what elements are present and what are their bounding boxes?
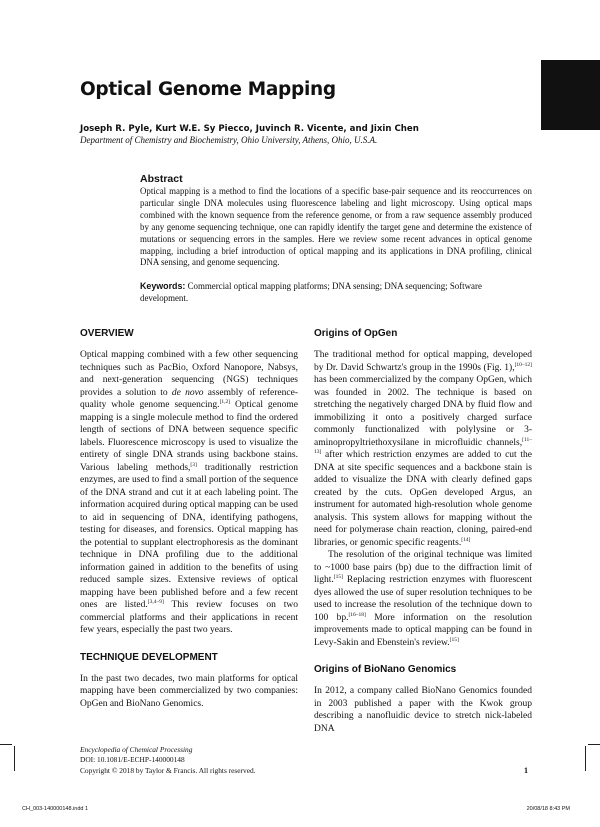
- opgen-heading: Origins of OpGen: [314, 328, 398, 340]
- journal-name: Encyclopedia of Chemical Processing: [80, 745, 193, 755]
- overview-body: [80, 349, 298, 637]
- opgen-body: [314, 349, 532, 649]
- text: Optical mapping combined with a few other sequencing techniques such as PacBio, Oxford Nanopore, Nabsys, and next-generation sequencing (NGS) techniques provides a solution to: [80, 350, 298, 398]
- crop-mark: [585, 746, 586, 771]
- citation: [3,4–9]: [147, 599, 164, 605]
- article-title: Optical Genome Mapping: [80, 79, 336, 100]
- slug-file: CH_003-140000148.indd 1: [22, 806, 89, 813]
- text: Optical genome mapping is a single molecule method to find the ordered length of sections of DNA between sequence specific labels. Fluorescence microscopy is used to visualize the entirety of single DNA strands using backbone stains. Various labeling methods,: [80, 400, 298, 473]
- affiliation: Department of Chemistry and Biochemistry, Ohio University, Athens, Ohio, U.S.A.: [80, 135, 378, 145]
- citation: [14]: [461, 536, 471, 543]
- text: More information on the resolution improvements made to optical mapping can be found in Levy-Sakin and Ebenstein's review.: [314, 612, 533, 648]
- citation: [10–12]: [514, 361, 532, 368]
- footer: [80, 745, 528, 776]
- keywords-label: Keywords:: [140, 281, 186, 292]
- crop-mark: [14, 746, 15, 771]
- right-column: [314, 327, 532, 735]
- page-number: 1: [524, 766, 528, 776]
- authors: Joseph R. Pyle, Kurt W.E. Sy Piecco, Juvinch R. Vicente, and Jixin Chen: [80, 124, 419, 134]
- text: traditionally restriction enzymes, are used to find a small portion of the sequence of the DNA strand and cut it at each labeling point. The information acquired during optical mapping can be used to aid in sequencing of DNA, identifying pathogens, testing for diseases, and forensics. Optical mapping has the potential to supplant electrophoresis as the dominant technique in DNA profiling due to the additional information gained in addition to the benefits of using reduced sample sizes. Extensive reviews of optical mapping have been published before and a few recent ones are listed.: [80, 462, 298, 611]
- crop-mark: [588, 744, 600, 745]
- citation: [15]: [333, 574, 343, 580]
- paragraph: [80, 349, 298, 637]
- paragraph: [314, 549, 532, 649]
- technique-heading: TECHNIQUE DEVELOPMENT: [80, 651, 218, 663]
- keywords: [140, 281, 532, 305]
- paragraph: In the past two decades, two main platforms for optical mapping have been commercialized by two companies: OpGen and BioNano Genomics.: [80, 673, 298, 709]
- text: after which restriction enzymes are added to cut the DNA at site specific sequences and a backbone stain is added to visualize the DNA with clearly defined gaps created by the cuts. OpGen developed Argus, an instrument for automated high-resolution whole genome analysis. This system allows for mapping without the need for polymerase chain reaction, cloning, paired-end libraries, or genomic specific reagents.: [314, 450, 532, 548]
- text: The traditional method for optical mapping, developed by Dr. David Schwartz's group in the 1990s (Fig. 1),: [314, 350, 532, 373]
- abstract-heading: Abstract: [140, 173, 183, 185]
- body-columns: [80, 327, 532, 735]
- paragraph: [314, 349, 532, 549]
- paragraph: In 2012, a company called BioNano Genomics founded in 2003 published a paper with the Kwok group describing a nanofluidic device to stretch nick-labeled DNA: [314, 686, 532, 734]
- keywords-text: Commercial optical mapping platforms; DNA sensing; DNA sequencing; Software development.: [140, 281, 482, 304]
- bionano-body: [314, 685, 532, 735]
- text: has been commercialized by the company OpGen, which was founded in 2002. The technique is based on stretching the negatively charged DNA by fluid flow and immobilizing it onto a positively charged surface commonly functionalized with polylysine or 3-aminopropyltriethoxysilane in microfluidic channels,: [314, 375, 532, 448]
- print-slug: [22, 806, 570, 827]
- text: The resolution of the original technique was limited to ~1000 base pairs (bp) due to the diffraction limit of light.: [314, 550, 532, 586]
- overview-heading: OVERVIEW: [80, 328, 134, 340]
- citation: [15]: [449, 636, 459, 643]
- bionano-heading: Origins of BioNano Genomics: [314, 664, 457, 676]
- abstract: [140, 173, 532, 305]
- crop-mark: [0, 744, 12, 745]
- footer-citation: [80, 745, 256, 776]
- citation: [3]: [190, 461, 197, 468]
- text: Replacing restriction enzymes with fluorescent dyes allowed the use of super resolution techniques to be used to increase the resolution of the technique down to 100 bp.: [314, 575, 532, 623]
- citation: [11–13]: [314, 436, 532, 455]
- citation: [16–18]: [348, 611, 366, 618]
- slug-date: 20/08/18 8:43 PM: [526, 806, 570, 813]
- text: This review focuses on two commercial platforms and their applications in recent few years, especially the past two years.: [80, 600, 298, 636]
- technique-body: [80, 673, 298, 711]
- copyright: Copyright © 2018 by Taylor & Francis. All rights reserved.: [80, 765, 256, 775]
- doi: DOI: 10.1081/E-ECHP-140000148: [80, 755, 185, 765]
- italic-text: de novo: [171, 387, 204, 398]
- text: assembly of reference-quality whole genome sequencing.: [80, 387, 298, 411]
- citation: [1,2]: [219, 399, 231, 405]
- left-column: [80, 327, 298, 710]
- abstract-text: Optical mapping is a method to find the locations of a specific base-pair sequence and its reoccurrences on particular single DNA molecules using fluorescence labeling and light microscopy. Using optical maps combined with the known sequence from the reference genome, or from a raw sequence assembly produced by any genome sequencing technique, one can rapidly identify the target gene and determine the existence of mutations or sequencing errors in the samples. Here we review some recent advances in optical genome mapping, including a brief introduction of optical mapping and its applications in DNA profiling, clinical DNA sensing, and genome sequencing.: [140, 186, 532, 268]
